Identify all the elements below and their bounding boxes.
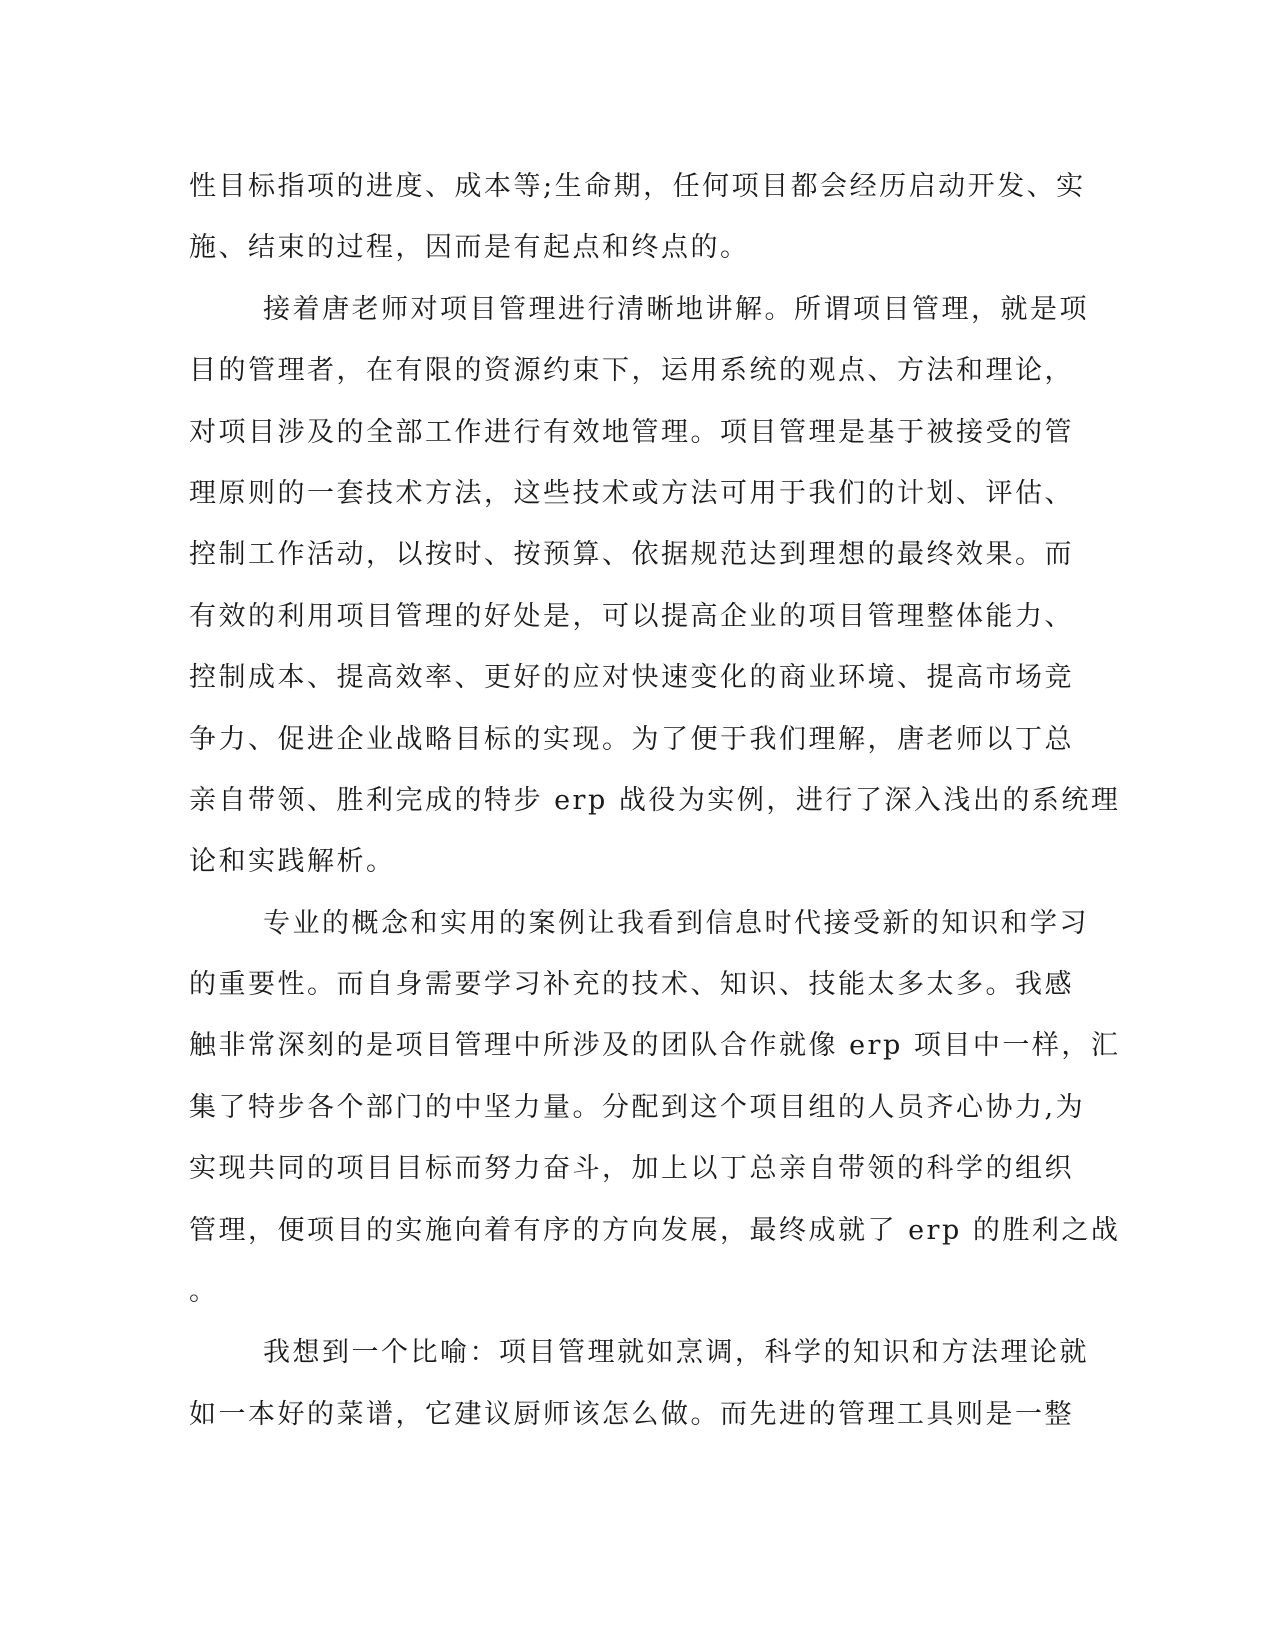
text-line: 目的管理者，在有限的资源约束下，运用系统的观点、方法和理论， [189, 355, 1074, 387]
text-line: 性目标指项的进度、成本等;生命期，任何项目都会经历启动开发、实 [189, 171, 1086, 202]
text-line: 施、结束的过程，因而是有起点和终点的。 [189, 232, 750, 264]
text-line: 有效的利用项目管理的好处是，可以提高企业的项目管理整体能力、 [189, 600, 1074, 632]
text-line: 集了特步各个部门的中坚力量。分配到这个项目组的人员齐心协力,为 [189, 1091, 1086, 1123]
body-text [189, 156, 1121, 1445]
text-line: 控制工作活动，以按时、按预算、依据规范达到理想的最终效果。而 [189, 539, 1074, 571]
text-line: 控制成本、提高效率、更好的应对快速变化的商业环境、提高市场竞 [189, 662, 1074, 694]
text-line: 亲自带领、胜利完成的特步 erp 战役为实例，进行了深入浅出的系统理 [189, 784, 1121, 816]
text-line: 触非常深刻的是项目管理中所涉及的团队合作就像 erp 项目中一样，汇 [189, 1030, 1121, 1062]
text-line: 如一本好的菜谱，它建议厨师该怎么做。而先进的管理工具则是一整 [189, 1398, 1074, 1430]
paragraph-first-line: 接着唐老师对项目管理进行清晰地讲解。所谓项目管理，就是项 [263, 293, 1089, 325]
text-line: 理原则的一套技术方法，这些技术或方法可用于我们的计划、评估、 [189, 477, 1074, 509]
text-line: 对项目涉及的全部工作进行有效地管理。项目管理是基于被接受的管 [189, 416, 1074, 448]
text-line: 实现共同的项目目标而努力奋斗，加上以丁总亲自带领的科学的组织 [189, 1153, 1074, 1185]
text-line: 论和实践解析。 [189, 846, 396, 878]
paragraph-first-line: 我想到一个比喻：项目管理就如烹调，科学的知识和方法理论就 [263, 1337, 1089, 1369]
text-line: 的重要性。而自身需要学习补充的技术、知识、技能太多太多。我感 [189, 969, 1074, 1001]
text-line: 管理，便项目的实施向着有序的方向发展，最终成就了 erp 的胜利之战 [189, 1214, 1121, 1246]
paragraph-first-line: 专业的概念和实用的案例让我看到信息时代接受新的知识和学习 [263, 907, 1089, 939]
text-line: 争力、促进企业战略目标的实现。为了便于我们理解，唐老师以丁总 [189, 723, 1074, 755]
text-line: 。 [189, 1276, 219, 1308]
